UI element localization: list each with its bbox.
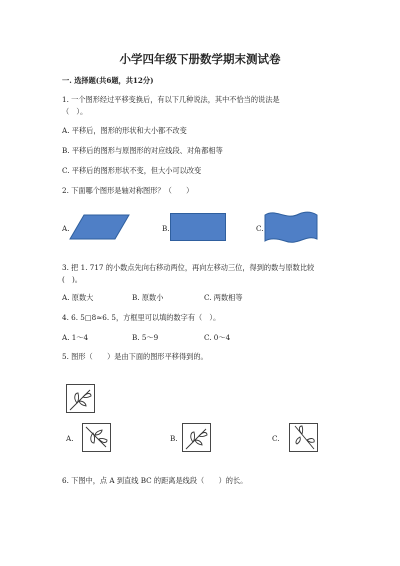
question-1-option-a: A. 平移后，图形的形状和大小都不改变 <box>62 126 187 135</box>
question-3-option-c: C. 两数相等 <box>204 293 243 302</box>
question-4-option-a: A. 1～4 <box>62 333 89 342</box>
leaf-figure-option-a <box>82 423 112 453</box>
question-3-stem-cont: ( )。 <box>62 275 82 284</box>
question-3-option-a: A. 原数大 <box>62 293 94 302</box>
page-title: 小学四年级下册数学期末测试卷 <box>119 52 281 66</box>
question-1-stem-cont: （ ）。 <box>62 107 88 116</box>
question-2-option-c-label: C. <box>256 224 264 233</box>
question-2-option-a-label: A. <box>62 224 70 233</box>
leaf-figure-option-b <box>182 423 212 453</box>
question-4-option-b: B. 5～9 <box>132 333 159 342</box>
question-2-option-b-label: B. <box>162 224 170 233</box>
question-1-option-c: C. 平移后的图形形状不变，但大小可以改变 <box>62 166 202 175</box>
parallelogram-shape <box>70 214 130 240</box>
section-heading: 一. 选择题(共6题，共12分) <box>62 76 154 85</box>
question-5-stem: 5. 图形（ ）是由下面的图形平移得到的。 <box>62 352 208 361</box>
question-1-option-b: B. 平移后的图形与原图形的对应线段、对角都相等 <box>62 146 223 155</box>
question-6-stem: 6. 下图中，点 A 到直线 BC 的距离是线段（ ）的长。 <box>62 476 248 485</box>
question-3-stem: 3. 把 1. 717 的小数点先向右移动两位，再向左移动三位，得到的数与原数比较 <box>62 263 315 272</box>
question-5-option-c-label: C. <box>272 434 280 443</box>
question-2-stem: 2. 下面哪个图形是轴对称图形？（ ） <box>62 186 194 195</box>
leaf-figure-option-c <box>289 423 319 453</box>
rectangle-shape <box>170 213 226 241</box>
question-4-option-c: C. 0～4 <box>204 333 231 342</box>
question-1-stem: 1. 一个图形经过平移变换后，有以下几种说法，其中不恰当的说法是 <box>62 95 280 104</box>
question-3-option-b: B. 原数小 <box>132 293 164 302</box>
question-5-option-b-label: B. <box>170 434 178 443</box>
question-5-option-a-label: A. <box>66 434 74 443</box>
question-4-stem: 4. 6. 5□8≈6. 5，方框里可以填的数字有（ ）。 <box>62 313 221 322</box>
wave-flag-shape <box>264 211 318 245</box>
leaf-figure-original <box>66 384 96 414</box>
